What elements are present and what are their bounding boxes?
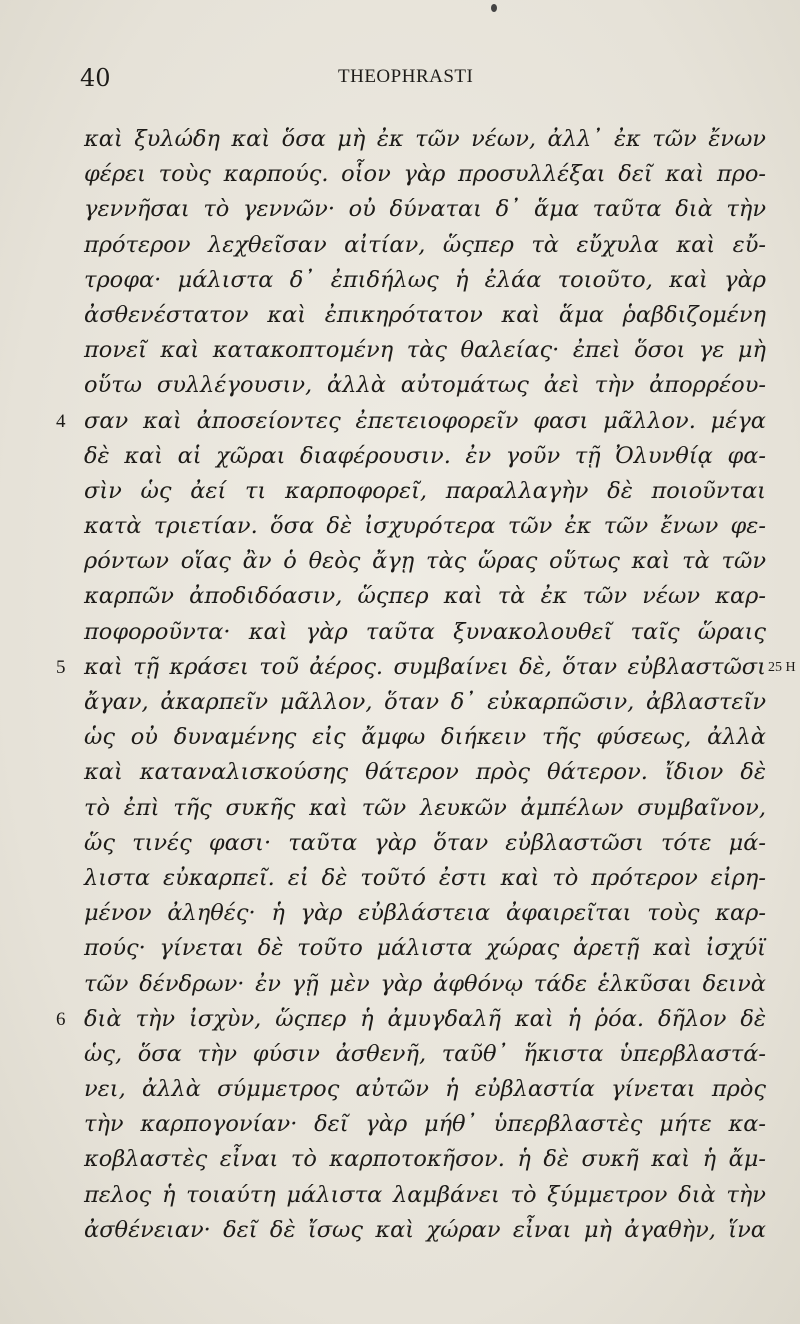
page-header [80,64,770,104]
line-text: καὶ καταναλισκούσης θάτερον πρὸς θάτερον. ἴδιον δὲ [84,759,766,786]
text-line [0,544,800,579]
line-text: τὸ ἐπὶ τῆς συκῆς καὶ τῶν λευκῶν ἀμπέλων συμβαῖνον, [84,794,766,821]
line-text: κατὰ τριετίαν. ὅσα δὲ ἰσχυρότερα τῶν ἐκ τῶν ἔνων φε- [84,513,766,540]
line-text: ὥς τινές φασι· ταῦτα γὰρ ὅταν εὐβλαστῶσι τότε μά- [84,829,766,856]
text-line [0,333,800,368]
text-line [0,368,800,403]
line-text: ρόντων οἵας ἂν ὁ θεὸς ἄγῃ τὰς ὥρας οὕτως καὶ τὰ τῶν [84,548,766,575]
text-line [0,439,800,474]
text-line [0,1002,800,1037]
line-text: ὡς οὐ δυναμένης εἰς ἄμφω διήκειν τῆς φύσεως, ἀλλὰ [84,724,766,751]
text-line [0,192,800,227]
line-text: κοβλαστὲς εἶναι τὸ καρποτοκῆσον. ἡ δὲ συκῆ καὶ ἡ ἄμ- [84,1146,766,1173]
line-text: τὴν καρπογονίαν· δεῖ γὰρ μήθ᾽ ὑπερβλαστὲς μήτε κα- [84,1111,766,1138]
text-line [0,967,800,1002]
margin-reference: 25 H [768,659,796,675]
text-line [0,1107,800,1142]
line-text: πρότερον λεχθεῖσαν αἰτίαν, ὥςπερ τὰ εὔχυλα καὶ εὔ- [84,231,766,258]
text-line [0,861,800,896]
line-text: διὰ τὴν ἰσχὺν, ὥςπερ ἡ ἀμυγδαλῆ καὶ ἡ ῥόα. δῆλον δὲ [84,1005,766,1032]
section-marker: 4 [56,410,66,432]
greek-text-block [0,122,800,1248]
text-line [0,1142,800,1177]
line-text: ἀσθενέστατον καὶ ἐπικηρότατον καὶ ἅμα ῥαβδιζομένη [84,301,766,328]
line-text: λιστα εὐκαρπεῖ. εἰ δὲ τοῦτό ἐστι καὶ τὸ πρότερον εἰρη- [84,864,766,891]
line-text: γεννῆσαι τὸ γεννῶν· οὐ δύναται δ᾽ ἅμα ταῦτα διὰ τὴν [84,196,766,223]
line-text: πελος ἡ τοιαύτη μάλιστα λαμβάνει τὸ ξύμμετρον διὰ τὴν [84,1181,766,1208]
text-line [0,579,800,614]
line-text: οὕτω συλλέγουσιν, ἀλλὰ αὐτομάτως ἀεὶ τὴν ἀπορρέου- [84,372,766,399]
line-text: μένον ἀληθές· ἡ γὰρ εὐβλάστεια ἀφαιρεῖται τοὺς καρ- [84,900,766,927]
text-line [0,509,800,544]
line-text: πούς· γίνεται δὲ τοῦτο μάλιστα χώρας ἀρετῇ καὶ ἰσχύϊ [84,935,766,962]
text-line [0,931,800,966]
text-line [0,896,800,931]
text-line [0,474,800,509]
text-line [0,755,800,790]
text-line [0,1178,800,1213]
line-text: δὲ καὶ αἱ χῶραι διαφέρουσιν. ἐν γοῦν τῇ Ὀλυνθίᾳ φα- [84,442,766,469]
line-text: πονεῖ καὶ κατακοπτομένη τὰς θαλείας· ἐπεὶ ὅσοι γε μὴ [84,337,766,364]
text-line [0,615,800,650]
text-line [0,1213,800,1248]
line-text: ἄγαν, ἀκαρπεῖν μᾶλλον, ὅταν δ᾽ εὐκαρπῶσιν, ἀβλαστεῖν [84,689,766,715]
line-text: φέρει τοὺς καρπούς. οἷον γὰρ προσυλλέξαι δεῖ καὶ προ- [84,161,766,188]
text-line [0,404,800,439]
line-text: καὶ τῇ κράσει τοῦ ἀέρος. συμβαίνει δὲ, ὅταν εὐβλαστῶσι [84,653,766,680]
line-text: ἀσθένειαν· δεῖ δὲ ἴσως καὶ χώραν εἶναι μὴ ἀγαθὴν, ἵνα [84,1216,766,1243]
line-text: σαν καὶ ἀποσείοντες ἐπετειοφορεῖν φασι μᾶλλον. μέγα [84,407,766,434]
text-line [0,157,800,192]
section-marker: 5 [56,656,66,678]
text-line [0,1072,800,1107]
text-line [0,791,800,826]
text-line [0,122,800,157]
text-line [0,1037,800,1072]
running-head: THEOPHRASTI [338,66,474,87]
text-line [0,720,800,755]
line-text: σὶν ὡς ἀεί τι καρποφορεῖ, παραλλαγὴν δὲ ποιοῦνται [84,477,766,504]
line-text: καὶ ξυλώδη καὶ ὅσα μὴ ἐκ τῶν νέων, ἀλλ᾽ ἐκ τῶν ἔνων [84,126,766,152]
text-line [0,826,800,861]
line-text: ποφοροῦντα· καὶ γὰρ ταῦτα ξυνακολουθεῖ ταῖς ὥραις [84,618,766,645]
text-line [0,650,800,685]
line-text: τῶν δένδρων· ἐν γῇ μὲν γὰρ ἀφθόνῳ τάδε ἑλκῦσαι δεινὰ [84,970,766,997]
line-text: καρπῶν ἀποδιδόασιν, ὥςπερ καὶ τὰ ἐκ τῶν νέων καρ- [84,583,766,610]
section-marker: 6 [56,1008,66,1030]
line-text: ὡς, ὅσα τὴν φύσιν ἀσθενῆ, ταῦθ᾽ ἥκιστα ὑπερβλαστά- [84,1040,766,1067]
ink-spot [491,4,497,12]
text-line [0,263,800,298]
text-line [0,228,800,263]
text-line [0,685,800,720]
text-line [0,298,800,333]
page-number: 40 [80,64,111,92]
line-text: τροφα· μάλιστα δ᾽ ἐπιδήλως ἡ ἐλάα τοιοῦτο, καὶ γὰρ [84,266,766,293]
line-text: νει, ἀλλὰ σύμμετρος αὐτῶν ἡ εὐβλαστία γίνεται πρὸς [84,1076,766,1103]
